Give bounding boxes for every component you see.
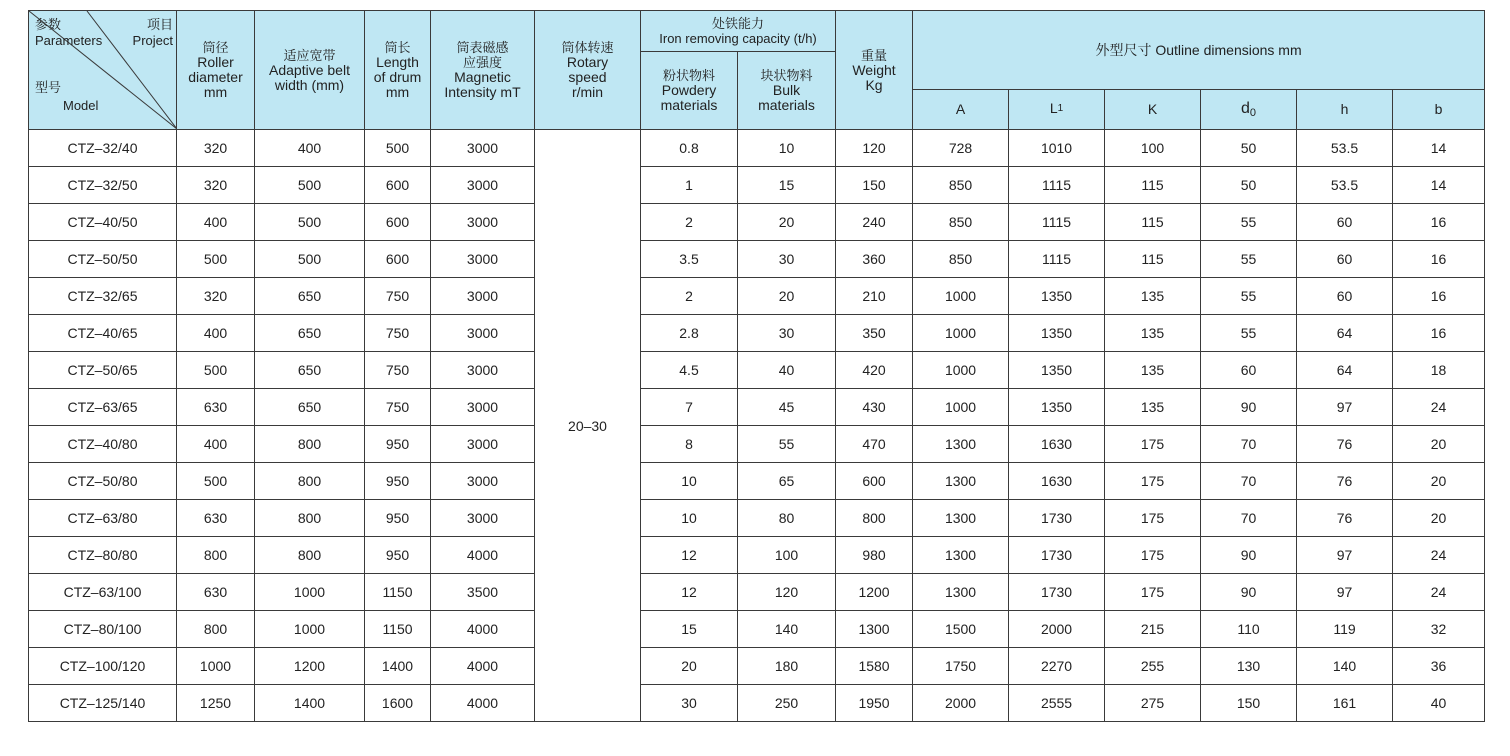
table-header (29, 11, 1485, 130)
table-row (29, 241, 1485, 278)
cell-model: CTZ–32/65 (29, 278, 177, 315)
cell-mag: 3000 (431, 241, 535, 278)
cell-d0: 130 (1201, 648, 1297, 685)
cell-mag: 3000 (431, 167, 535, 204)
cell-d0: 55 (1201, 204, 1297, 241)
cell-a: 728 (913, 130, 1009, 167)
cell-model: CTZ–40/80 (29, 426, 177, 463)
cell-mag: 3000 (431, 204, 535, 241)
cell-weight: 1200 (836, 574, 913, 611)
cell-a: 1000 (913, 315, 1009, 352)
table-row (29, 315, 1485, 352)
cell-l1: 1350 (1009, 278, 1105, 315)
cell-roller: 320 (177, 130, 255, 167)
cell-a: 1300 (913, 426, 1009, 463)
cell-powder: 12 (641, 537, 738, 574)
cell-powder: 20 (641, 648, 738, 685)
table-row (29, 426, 1485, 463)
cell-k: 115 (1105, 241, 1201, 278)
cell-k: 275 (1105, 685, 1201, 722)
cell-a: 1300 (913, 537, 1009, 574)
cell-b: 18 (1393, 352, 1485, 389)
cell-weight: 210 (836, 278, 913, 315)
cell-model: CTZ–50/80 (29, 463, 177, 500)
cell-a: 1750 (913, 648, 1009, 685)
cell-h: 161 (1297, 685, 1393, 722)
corner-header-cell (29, 11, 177, 130)
cell-length: 1600 (365, 685, 431, 722)
cell-h: 64 (1297, 315, 1393, 352)
cell-belt: 650 (255, 389, 365, 426)
cell-length: 950 (365, 537, 431, 574)
cell-d0: 90 (1201, 574, 1297, 611)
cell-b: 16 (1393, 241, 1485, 278)
header-dim-d0: $d_0$ (1201, 90, 1297, 130)
header-bulk-materials: 块状物料 Bulk materials (738, 52, 836, 130)
cell-length: 600 (365, 167, 431, 204)
cell-roller: 1250 (177, 685, 255, 722)
cell-model: CTZ–100/120 (29, 648, 177, 685)
cell-l1: 1730 (1009, 537, 1105, 574)
table-row (29, 611, 1485, 648)
cell-b: 32 (1393, 611, 1485, 648)
cell-model: CTZ–63/80 (29, 500, 177, 537)
cell-model: CTZ–40/50 (29, 204, 177, 241)
header-rotary-speed: 筒体转速 Rotary speed r/min (535, 11, 641, 130)
cell-l1: 1115 (1009, 241, 1105, 278)
cell-roller: 630 (177, 389, 255, 426)
cell-d0: 110 (1201, 611, 1297, 648)
cell-bulk: 250 (738, 685, 836, 722)
cell-k: 100 (1105, 130, 1201, 167)
cell-d0: 90 (1201, 389, 1297, 426)
cell-b: 14 (1393, 167, 1485, 204)
cell-powder: 2 (641, 204, 738, 241)
cell-b: 20 (1393, 500, 1485, 537)
cell-a: 850 (913, 204, 1009, 241)
cell-h: 76 (1297, 426, 1393, 463)
cell-weight: 980 (836, 537, 913, 574)
cell-h: 119 (1297, 611, 1393, 648)
cell-b: 14 (1393, 130, 1485, 167)
cell-length: 950 (365, 426, 431, 463)
cell-mag: 4000 (431, 537, 535, 574)
cell-weight: 240 (836, 204, 913, 241)
spec-table-container (28, 10, 1484, 722)
cell-model: CTZ–80/100 (29, 611, 177, 648)
cell-h: 60 (1297, 241, 1393, 278)
cell-d0: 70 (1201, 426, 1297, 463)
cell-model: CTZ–63/100 (29, 574, 177, 611)
cell-d0: 55 (1201, 315, 1297, 352)
cell-belt: 650 (255, 352, 365, 389)
cell-h: 97 (1297, 574, 1393, 611)
cell-model: CTZ–32/40 (29, 130, 177, 167)
cell-length: 500 (365, 130, 431, 167)
cell-k: 175 (1105, 426, 1201, 463)
cell-powder: 10 (641, 500, 738, 537)
cell-bulk: 45 (738, 389, 836, 426)
cell-b: 40 (1393, 685, 1485, 722)
cell-roller: 630 (177, 500, 255, 537)
cell-mag: 4000 (431, 611, 535, 648)
cell-l1: 1730 (1009, 500, 1105, 537)
table-row (29, 500, 1485, 537)
cell-bulk: 20 (738, 204, 836, 241)
cell-weight: 1300 (836, 611, 913, 648)
table-body (29, 130, 1485, 722)
header-dim-k: K (1105, 90, 1201, 130)
cell-powder: 0.8 (641, 130, 738, 167)
header-powdery-materials: 粉状物料 Powdery materials (641, 52, 738, 130)
cell-weight: 420 (836, 352, 913, 389)
corner-project-label: 项目 Project (132, 17, 173, 48)
table-row (29, 278, 1485, 315)
cell-h: 60 (1297, 278, 1393, 315)
cell-belt: 500 (255, 167, 365, 204)
cell-roller: 500 (177, 241, 255, 278)
cell-model: CTZ–80/80 (29, 537, 177, 574)
cell-length: 1150 (365, 611, 431, 648)
cell-h: 97 (1297, 389, 1393, 426)
cell-a: 2000 (913, 685, 1009, 722)
cell-b: 20 (1393, 426, 1485, 463)
cell-d0: 70 (1201, 500, 1297, 537)
cell-b: 24 (1393, 574, 1485, 611)
cell-d0: 50 (1201, 167, 1297, 204)
cell-d0: 70 (1201, 463, 1297, 500)
cell-belt: 500 (255, 241, 365, 278)
cell-belt: 500 (255, 204, 365, 241)
cell-l1: 1730 (1009, 574, 1105, 611)
cell-a: 1300 (913, 463, 1009, 500)
cell-mag: 4000 (431, 685, 535, 722)
cell-l1: 2270 (1009, 648, 1105, 685)
cell-roller: 400 (177, 315, 255, 352)
cell-k: 255 (1105, 648, 1201, 685)
cell-b: 20 (1393, 463, 1485, 500)
cell-belt: 1000 (255, 611, 365, 648)
cell-k: 135 (1105, 315, 1201, 352)
cell-powder: 3.5 (641, 241, 738, 278)
cell-length: 600 (365, 241, 431, 278)
cell-model: CTZ–63/65 (29, 389, 177, 426)
cell-bulk: 10 (738, 130, 836, 167)
cell-k: 175 (1105, 500, 1201, 537)
cell-l1: 1350 (1009, 389, 1105, 426)
cell-roller: 320 (177, 278, 255, 315)
cell-length: 750 (365, 278, 431, 315)
cell-k: 135 (1105, 389, 1201, 426)
cell-a: 1300 (913, 574, 1009, 611)
cell-d0: 55 (1201, 241, 1297, 278)
cell-roller: 630 (177, 574, 255, 611)
cell-b: 16 (1393, 315, 1485, 352)
cell-model: CTZ–40/65 (29, 315, 177, 352)
cell-belt: 1000 (255, 574, 365, 611)
cell-weight: 430 (836, 389, 913, 426)
cell-model: CTZ–50/50 (29, 241, 177, 278)
cell-powder: 4.5 (641, 352, 738, 389)
cell-mag: 3500 (431, 574, 535, 611)
cell-h: 64 (1297, 352, 1393, 389)
cell-powder: 10 (641, 463, 738, 500)
cell-weight: 150 (836, 167, 913, 204)
cell-k: 175 (1105, 463, 1201, 500)
cell-belt: 800 (255, 463, 365, 500)
table-row (29, 389, 1485, 426)
cell-weight: 1950 (836, 685, 913, 722)
header-dim-h: h (1297, 90, 1393, 130)
cell-k: 115 (1105, 167, 1201, 204)
cell-mag: 3000 (431, 426, 535, 463)
cell-b: 16 (1393, 204, 1485, 241)
cell-k: 175 (1105, 574, 1201, 611)
cell-weight: 1580 (836, 648, 913, 685)
cell-rotary-speed: 20–30 (535, 130, 641, 722)
corner-parameters-label: 参数 Parameters (35, 17, 103, 48)
header-iron-removing-capacity: 处铁能力 Iron removing capacity (t/h) (641, 11, 836, 52)
cell-l1: 2000 (1009, 611, 1105, 648)
cell-bulk: 30 (738, 315, 836, 352)
cell-length: 750 (365, 352, 431, 389)
cell-length: 750 (365, 315, 431, 352)
cell-roller: 800 (177, 537, 255, 574)
cell-l1: 1115 (1009, 204, 1105, 241)
cell-bulk: 20 (738, 278, 836, 315)
cell-powder: 2.8 (641, 315, 738, 352)
table-row (29, 648, 1485, 685)
cell-b: 24 (1393, 389, 1485, 426)
cell-belt: 800 (255, 500, 365, 537)
cell-a: 1300 (913, 500, 1009, 537)
table-row (29, 167, 1485, 204)
cell-model: CTZ–32/50 (29, 167, 177, 204)
cell-belt: 800 (255, 426, 365, 463)
cell-weight: 120 (836, 130, 913, 167)
cell-h: 97 (1297, 537, 1393, 574)
cell-mag: 3000 (431, 352, 535, 389)
cell-l1: 1350 (1009, 352, 1105, 389)
cell-powder: 30 (641, 685, 738, 722)
table-row (29, 574, 1485, 611)
cell-d0: 55 (1201, 278, 1297, 315)
cell-a: 1000 (913, 389, 1009, 426)
cell-length: 750 (365, 389, 431, 426)
cell-bulk: 180 (738, 648, 836, 685)
cell-roller: 400 (177, 204, 255, 241)
header-dim-b: b (1393, 90, 1485, 130)
cell-h: 53.5 (1297, 130, 1393, 167)
header-outline-dimensions: 外型尺寸 Outline dimensions mm (913, 11, 1485, 90)
cell-mag: 3000 (431, 500, 535, 537)
cell-k: 215 (1105, 611, 1201, 648)
cell-model: CTZ–50/65 (29, 352, 177, 389)
cell-bulk: 40 (738, 352, 836, 389)
cell-b: 36 (1393, 648, 1485, 685)
cell-a: 850 (913, 241, 1009, 278)
cell-bulk: 100 (738, 537, 836, 574)
cell-roller: 320 (177, 167, 255, 204)
cell-h: 53.5 (1297, 167, 1393, 204)
table-row (29, 537, 1485, 574)
corner-model-label: 型号 Model (35, 80, 99, 113)
cell-bulk: 15 (738, 167, 836, 204)
cell-l1: 2555 (1009, 685, 1105, 722)
cell-model: CTZ–125/140 (29, 685, 177, 722)
cell-bulk: 55 (738, 426, 836, 463)
cell-length: 1150 (365, 574, 431, 611)
cell-b: 24 (1393, 537, 1485, 574)
cell-powder: 15 (641, 611, 738, 648)
cell-mag: 3000 (431, 463, 535, 500)
cell-k: 135 (1105, 352, 1201, 389)
cell-powder: 12 (641, 574, 738, 611)
cell-bulk: 140 (738, 611, 836, 648)
table-row (29, 204, 1485, 241)
spec-table (28, 10, 1485, 722)
cell-a: 850 (913, 167, 1009, 204)
cell-k: 175 (1105, 537, 1201, 574)
header-drum-length: 筒长 Length of drum mm (365, 11, 431, 130)
header-dim-a: A (913, 90, 1009, 130)
cell-mag: 3000 (431, 130, 535, 167)
cell-roller: 400 (177, 426, 255, 463)
cell-h: 76 (1297, 500, 1393, 537)
header-adaptive-belt-width: 适应宽带 Adaptive belt width (mm) (255, 11, 365, 130)
cell-belt: 650 (255, 278, 365, 315)
cell-d0: 150 (1201, 685, 1297, 722)
cell-l1: 1350 (1009, 315, 1105, 352)
cell-weight: 350 (836, 315, 913, 352)
table-row (29, 130, 1485, 167)
cell-l1: 1115 (1009, 167, 1105, 204)
cell-roller: 500 (177, 463, 255, 500)
header-dim-l1: L1 (1009, 90, 1105, 130)
cell-powder: 2 (641, 278, 738, 315)
cell-mag: 3000 (431, 389, 535, 426)
cell-bulk: 120 (738, 574, 836, 611)
cell-belt: 650 (255, 315, 365, 352)
cell-mag: 3000 (431, 278, 535, 315)
table-row (29, 463, 1485, 500)
table-row (29, 352, 1485, 389)
cell-weight: 470 (836, 426, 913, 463)
cell-b: 16 (1393, 278, 1485, 315)
cell-d0: 90 (1201, 537, 1297, 574)
cell-length: 600 (365, 204, 431, 241)
cell-a: 1000 (913, 352, 1009, 389)
cell-belt: 800 (255, 537, 365, 574)
cell-l1: 1630 (1009, 463, 1105, 500)
cell-weight: 600 (836, 463, 913, 500)
cell-length: 1400 (365, 648, 431, 685)
cell-d0: 60 (1201, 352, 1297, 389)
cell-bulk: 65 (738, 463, 836, 500)
cell-bulk: 30 (738, 241, 836, 278)
header-magnetic-intensity: 筒表磁感 应强度 Magnetic Intensity mT (431, 11, 535, 130)
cell-h: 60 (1297, 204, 1393, 241)
cell-h: 76 (1297, 463, 1393, 500)
cell-bulk: 80 (738, 500, 836, 537)
cell-weight: 800 (836, 500, 913, 537)
cell-roller: 1000 (177, 648, 255, 685)
cell-l1: 1010 (1009, 130, 1105, 167)
cell-roller: 800 (177, 611, 255, 648)
cell-belt: 1200 (255, 648, 365, 685)
cell-k: 135 (1105, 278, 1201, 315)
table-row (29, 685, 1485, 722)
cell-l1: 1630 (1009, 426, 1105, 463)
cell-a: 1500 (913, 611, 1009, 648)
cell-mag: 4000 (431, 648, 535, 685)
cell-mag: 3000 (431, 315, 535, 352)
cell-powder: 8 (641, 426, 738, 463)
header-roller-diameter: 筒径 Roller diameter mm (177, 11, 255, 130)
cell-d0: 50 (1201, 130, 1297, 167)
cell-k: 115 (1105, 204, 1201, 241)
cell-length: 950 (365, 463, 431, 500)
cell-h: 140 (1297, 648, 1393, 685)
cell-powder: 7 (641, 389, 738, 426)
header-weight: 重量 Weight Kg (836, 11, 913, 130)
cell-belt: 400 (255, 130, 365, 167)
cell-weight: 360 (836, 241, 913, 278)
cell-roller: 500 (177, 352, 255, 389)
cell-a: 1000 (913, 278, 1009, 315)
cell-belt: 1400 (255, 685, 365, 722)
cell-length: 950 (365, 500, 431, 537)
cell-powder: 1 (641, 167, 738, 204)
